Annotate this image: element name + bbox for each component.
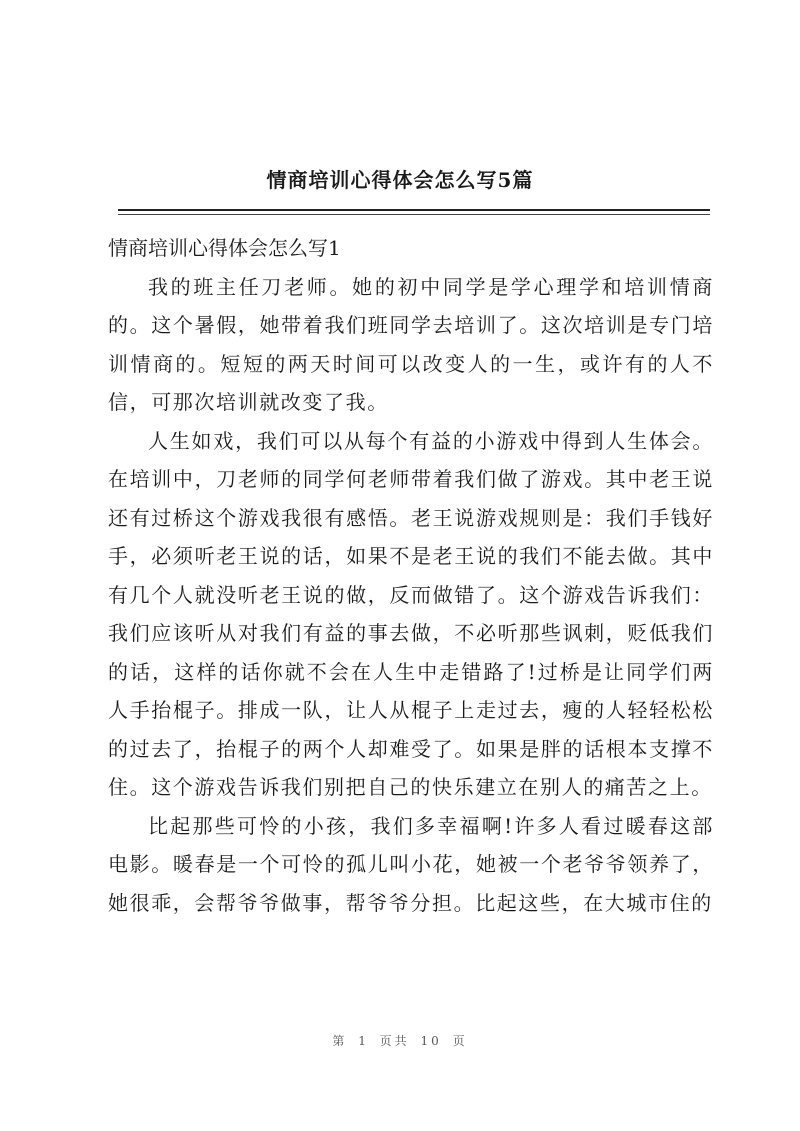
paragraph: 我的班主任刀老师。她的初中同学是学心理学和培训情商的。这个暑假，她带着我们班同学去培训了。这次培训是专门培训情商的。短短的两天时间可以改变人的一生，或许有的人不信，可那次培训就改变了我。 <box>108 274 714 414</box>
title-divider <box>118 209 710 211</box>
page-number-footer: 第 1 页共 10 页 <box>332 1034 468 1048</box>
document-title: 情商培训心得体会怎么写5篇 <box>266 168 534 192</box>
paragraph: 比起那些可怜的小孩，我们多幸福啊!许多人看过暖春这部电影。暖春是一个可怜的孤儿叫小花，她被一个老爷爷领养了，她很乖，会帮爷爷做事，帮爷爷分担。比起这些，在大城市住的 <box>108 813 714 915</box>
paragraph: 人生如戏，我们可以从每个有益的小游戏中得到人生体会。在培训中，刀老师的同学何老师带着我们做了游戏。其中老王说还有过桥这个游戏我很有感悟。老王说游戏规则是：我们手钱好手，必须听老王说的话，如果不是老王说的我们不能去做。其中有几个人就没听老王说的做，反而做错了。这个游戏告诉我们：我们应该听从对我们有益的事去做，不必听那些讽刺，贬低我们的话，这样的话你就不会在人生中走错路了!过桥是让同学们两人手抬棍子。排成一队，让人从棍子上走过去，瘦的人轻轻松松的过去了，抬棍子的两个人却难受了。如果是胖的话根本支撑不住。这个游戏告诉我们别把自己的快乐建立在别人的痛苦之上。 <box>108 428 714 799</box>
section-heading: 情商培训心得体会怎么写1 <box>108 236 341 260</box>
document-body <box>108 229 714 922</box>
title-divider-thin <box>118 214 710 215</box>
